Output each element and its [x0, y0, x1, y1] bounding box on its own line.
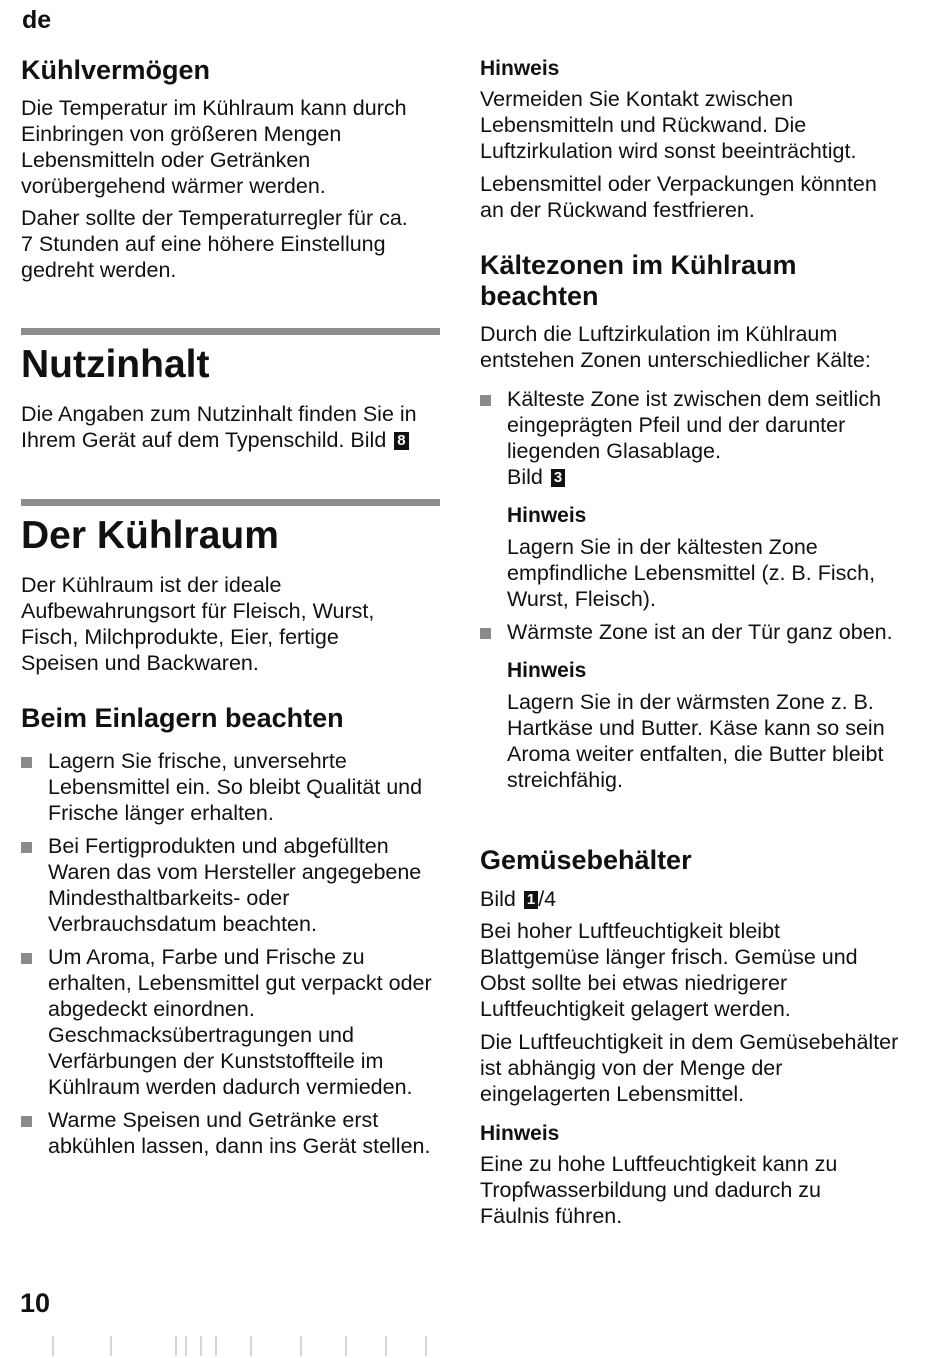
- figure-reference-1: 1: [524, 891, 538, 909]
- scan-artifacts: [0, 1336, 950, 1358]
- section-title-kuehlvermoegen: Kühlvermögen: [21, 55, 211, 85]
- figure-reference-8: 8: [394, 432, 408, 450]
- note-text: Lagern Sie in der kältesten Zone empfindliche Lebensmittel (z. B. Fisch, Wurst, Fleisch).: [507, 535, 876, 611]
- bullet-square-icon: [480, 628, 491, 639]
- language-code: de: [22, 6, 52, 34]
- kuehlraum-paragraph: Der Kühlraum ist der ideale Aufbewahrungsort für Fleisch, Wurst, Fisch, Milchprodukte, Eier, fertige Speisen und Backwaren.: [21, 573, 375, 675]
- gemuese-figure-ref: Bild 1 /4: [480, 887, 557, 911]
- nutzinhalt-paragraph: Die Angaben zum Nutzinhalt finden Sie in Ihrem Gerät auf dem Typenschild. Bild 8: [21, 402, 417, 452]
- list-item: Lagern Sie frische, unversehrte Lebensmittel ein. So bleibt Qualität und Frische länger erhalten.: [21, 748, 446, 826]
- kuehlvermoegen-paragraph-2: Daher sollte der Temperaturregler für ca. 7 Stunden auf eine höhere Einstellung gedreht werden.: [21, 206, 408, 282]
- section-title-kuehlraum: Der Kühlraum: [21, 514, 279, 557]
- gemuese-note-text: Eine zu hohe Luftfeuchtigkeit kann zu Tropfwasserbildung und dadurch zu Fäulnis führen.: [480, 1152, 838, 1228]
- figure-reference-3: 3: [551, 469, 565, 487]
- list-item: Warme Speisen und Getränke erst abkühlen lassen, dann ins Gerät stellen.: [21, 1107, 446, 1159]
- note-text: Lagern Sie in der wärmsten Zone z. B. Hartkäse und Butter. Käse kann so sein Aroma weiter entfalten, die Butter bleibt streichfähig.: [507, 690, 885, 792]
- section-title-gemuese: Gemüsebehälter: [480, 845, 692, 875]
- section-divider: [21, 499, 440, 506]
- note-block: [480, 504, 920, 612]
- bullet-square-icon: [480, 395, 491, 406]
- gemuese-paragraph-1: Bei hoher Luftfeuchtigkeit bleibt Blattgemüse länger frisch. Gemüse und Obst sollte bei etwas niedrigerer Luftfeuchtigkeit gelagert werden.: [480, 919, 858, 1021]
- note-label: Hinweis: [507, 659, 587, 682]
- bullet-square-icon: [21, 757, 32, 768]
- list-item: Um Aroma, Farbe und Frische zu erhalten, Lebensmittel gut verpackt oder abgedeckt einordnen. Geschmacksübertragungen und Verfärbungen der Kunststoffteile im Kühlraum werden dadurch vermieden.: [21, 944, 446, 1100]
- list-item: Bei Fertigprodukten und abgefüllten Waren das vom Hersteller angegebene Mindesthaltbarkeits- oder Verbrauchsdatum beachten.: [21, 833, 446, 937]
- einlagern-list: [21, 748, 446, 1159]
- section-title-nutzinhalt: Nutzinhalt: [21, 343, 210, 386]
- section-divider: [21, 328, 440, 335]
- section-title-einlagern: Beim Einlagern beachten: [21, 703, 344, 733]
- list-item: Kälteste Zone ist zwischen dem seitlich eingeprägten Pfeil und der darunter liegenden Glasablage. Bild 3: [480, 386, 920, 490]
- bullet-square-icon: [21, 1116, 32, 1127]
- section-title-kaeltezonen: Kältezonen im Kühlraum beachten: [480, 250, 797, 311]
- gemuese-paragraph-2: Die Luftfeuchtigkeit in dem Gemüsebehälter ist abhängig von der Menge der eingelagerten Lebensmittel.: [480, 1030, 899, 1106]
- kaeltezonen-intro: Durch die Luftzirkulation im Kühlraum entstehen Zonen unterschiedlicher Kälte:: [480, 322, 871, 372]
- page-number: 10: [20, 1288, 51, 1318]
- kaeltezonen-list: [480, 386, 920, 793]
- note-label: Hinweis: [480, 57, 560, 80]
- bullet-square-icon: [21, 842, 32, 853]
- hinweis1-paragraph-2: Lebensmittel oder Verpackungen könnten an der Rückwand festfrieren.: [480, 172, 877, 222]
- bullet-square-icon: [21, 953, 32, 964]
- hinweis1-paragraph-1: Vermeiden Sie Kontakt zwischen Lebensmitteln und Rückwand. Die Luftzirkulation wird sonst beeinträchtigt.: [480, 87, 857, 163]
- note-label: Hinweis: [480, 1122, 560, 1145]
- list-item: Wärmste Zone ist an der Tür ganz oben.: [480, 619, 920, 645]
- note-label: Hinweis: [507, 504, 587, 527]
- note-block: [480, 659, 920, 793]
- kuehlvermoegen-paragraph-1: Die Temperatur im Kühlraum kann durch Einbringen von größeren Mengen Lebensmitteln oder Getränken vorübergehend wärmer werden.: [21, 96, 407, 198]
